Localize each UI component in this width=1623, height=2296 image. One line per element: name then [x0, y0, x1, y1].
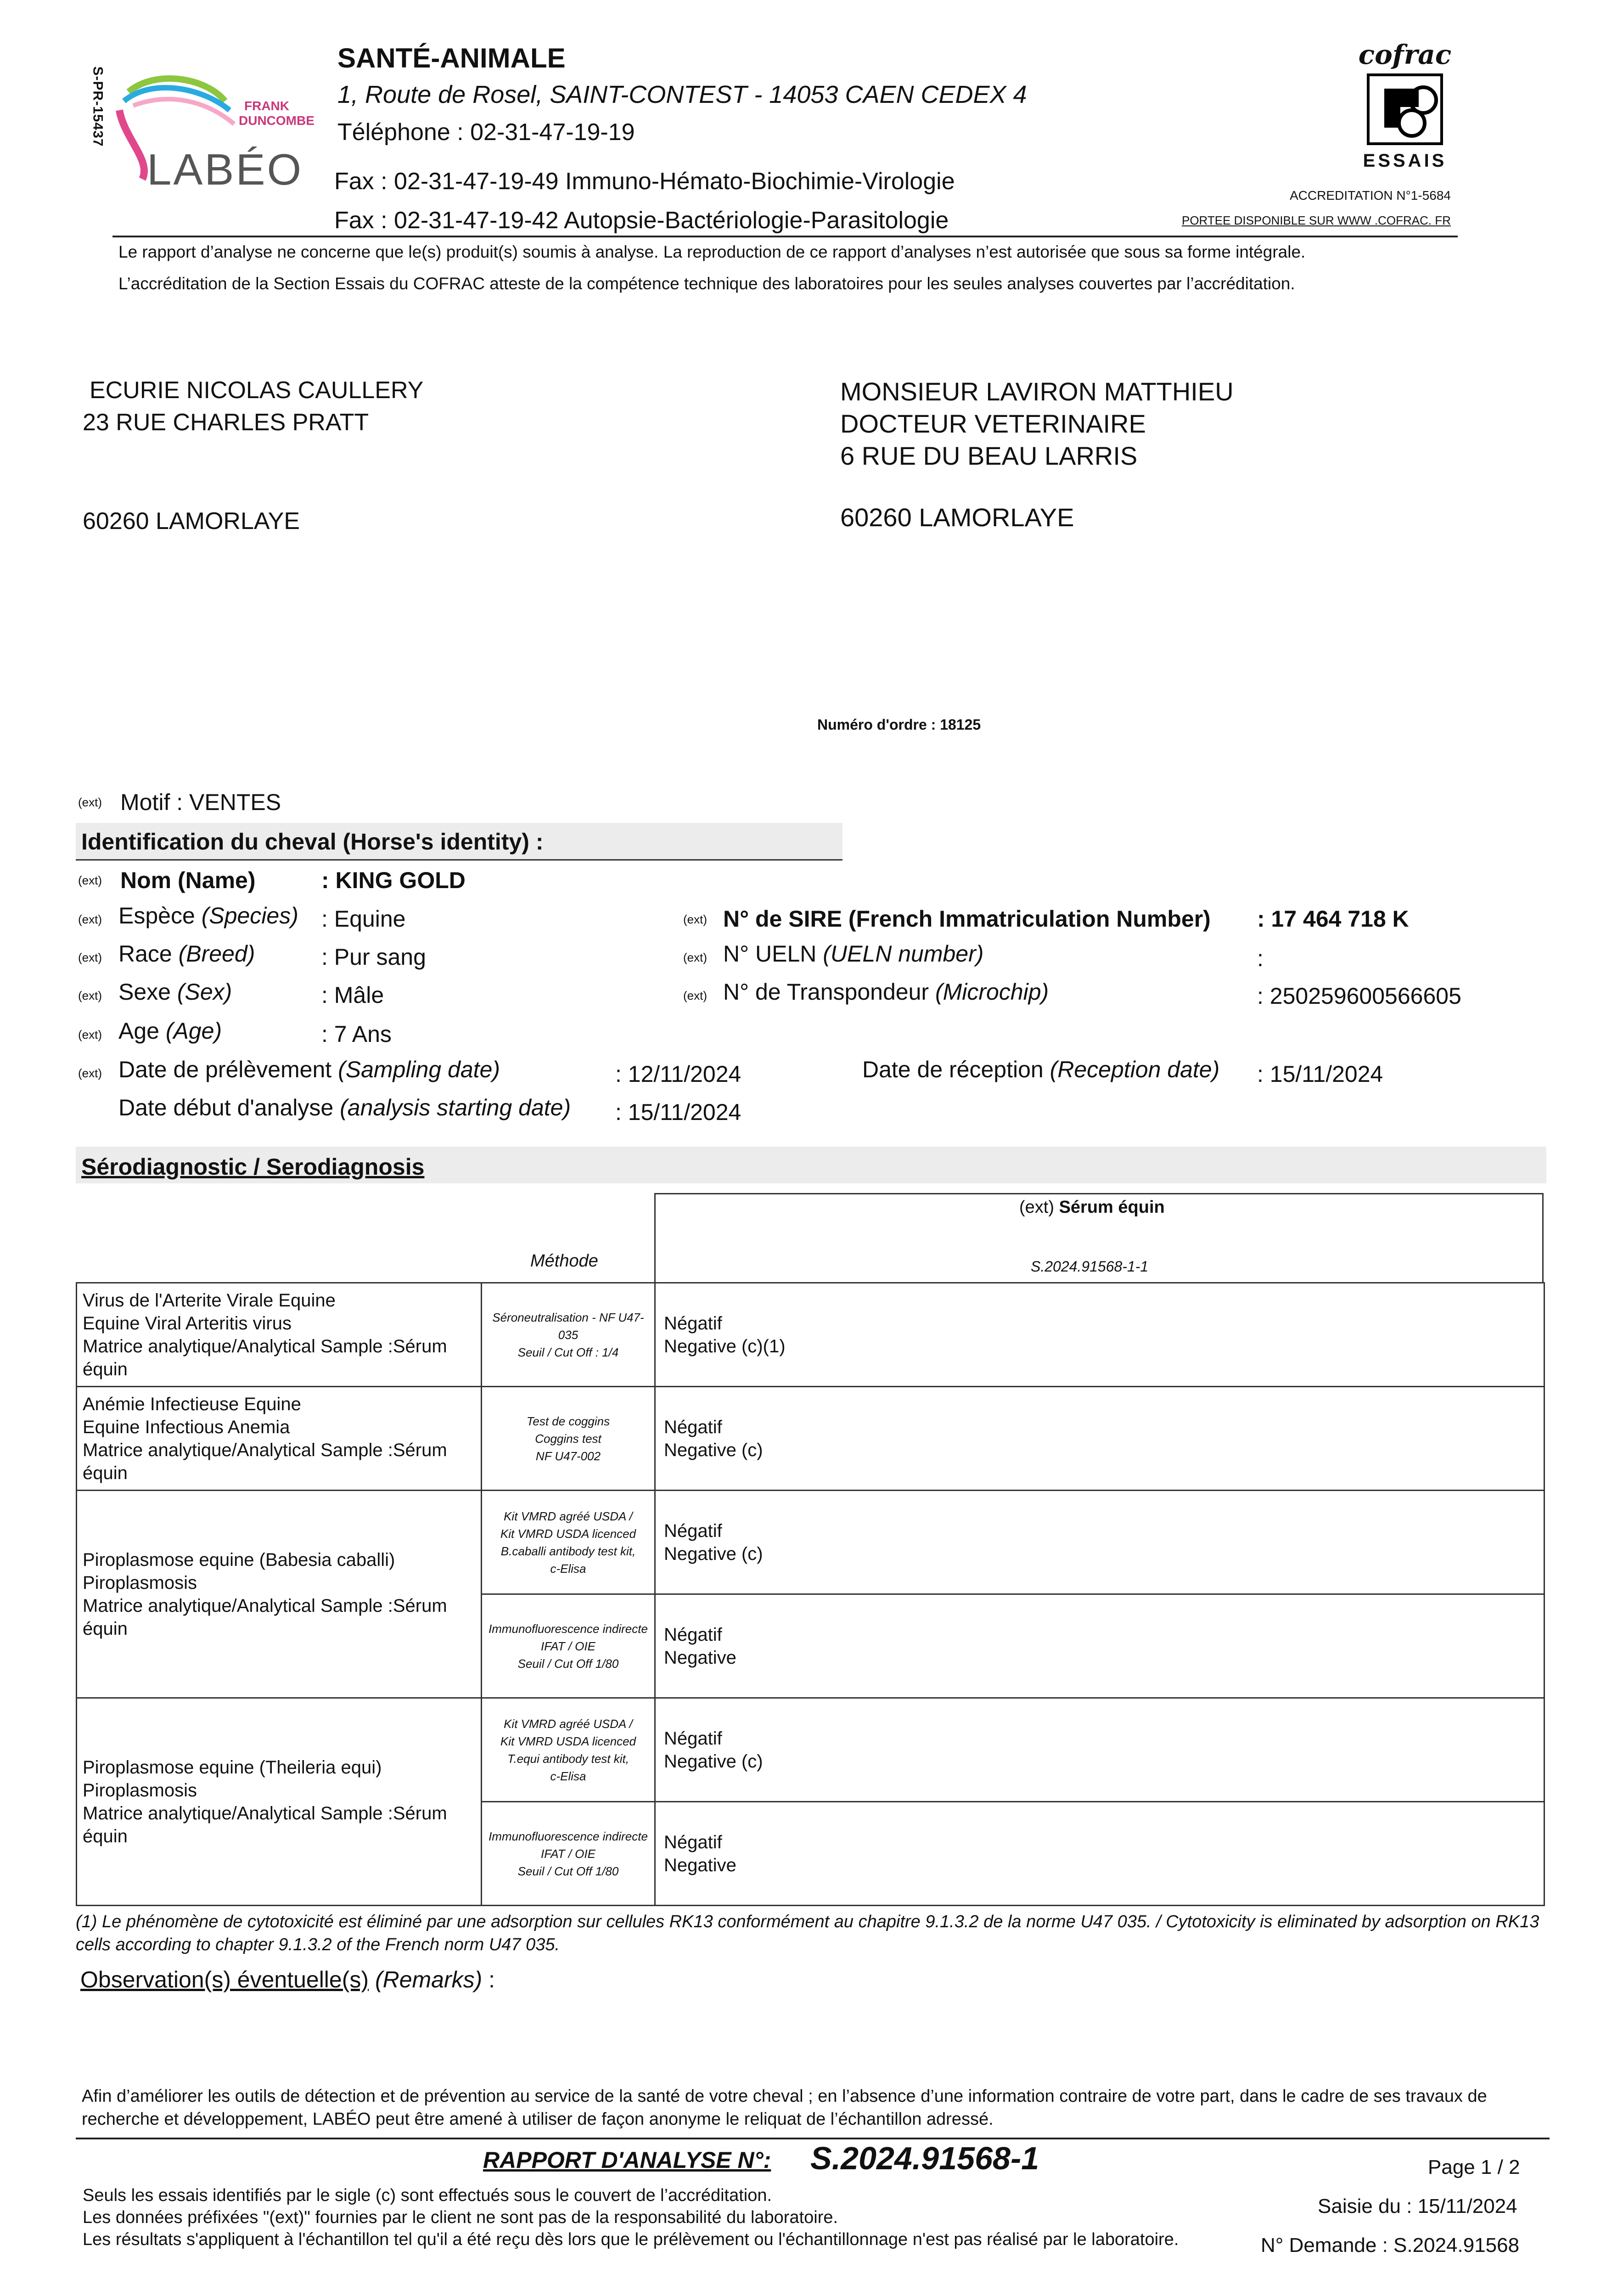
identity-title: Identification du cheval (Horse's identity) :: [76, 823, 842, 861]
result-line: Négatif: [664, 1417, 722, 1437]
footer-line-1: Seuls les essais identifiés par le sigle (c) sont effectués sous le couvert de l’accréditation.: [83, 2186, 772, 2205]
ext-tag: (ext): [78, 1028, 102, 1041]
footnote: (1) Le phénomène de cytotoxicité est éliminé par une adsorption sur cellules RK13 conformément au chapitre 9.1.3.2 de la norme U47 035. / Cytotoxicity is eliminated by adsorption on RK13 cells according to chapter 9.1.3.2 of the French norm U47 035.: [76, 1912, 1539, 1954]
sex-label-fr: Sexe: [118, 979, 171, 1005]
method-line: Kit VMRD agréé USDA /: [504, 1509, 633, 1523]
sender-city: 60260 LAMORLAYE: [83, 508, 300, 535]
method-line: Coggins test: [535, 1431, 601, 1446]
result-line: Negative: [664, 1647, 736, 1668]
method-line: T.equi antibody test kit,: [507, 1751, 629, 1766]
result-line: Négatif: [664, 1624, 722, 1645]
age-label: [118, 1018, 222, 1044]
footer-line-3: Les résultats s'appliquent à l'échantillon tel qu'il a été reçu dès lors que le prélèvement ou l'échantillonnage n'est pas réalisé par le laboratoire.: [83, 2230, 1179, 2249]
name-label: Nom (Name): [120, 867, 256, 893]
test-line: Matrice analytique/Analytical Sample :Sérum équin: [83, 1440, 447, 1483]
transponder-label: [723, 979, 1049, 1005]
method-line: IFAT / OIE: [541, 1639, 595, 1653]
recipient-street: 6 RUE DU BEAU LARRIS: [840, 441, 1138, 470]
table-row: [77, 1491, 1544, 1594]
serodiag-title-text: Sérodiagnostic / Serodiagnosis: [81, 1154, 425, 1180]
ext-tag: (ext): [683, 989, 707, 1002]
footer-line-2: Les données préfixées "(ext)" fournies par le client ne sont pas de la responsabilité du laboratoire.: [83, 2208, 838, 2227]
result-line: Négatif: [664, 1832, 722, 1852]
sample-ext-tag: (ext): [1019, 1198, 1054, 1217]
reception-label-en: (Reception date): [1050, 1057, 1220, 1082]
table-row: [77, 1387, 1544, 1491]
method-line: Séroneutralisation - NF U47-035: [492, 1310, 644, 1342]
sampling-label-fr: Date de prélèvement: [118, 1057, 332, 1082]
method-cell: [482, 1283, 655, 1387]
test-line: Virus de l'Arterite Virale Equine: [83, 1290, 336, 1311]
ueln-value: :: [1257, 945, 1264, 971]
reception-value: : 15/11/2024: [1257, 1061, 1383, 1087]
table-row: [77, 1283, 1544, 1387]
sample-header-label: Sérum équin: [1059, 1198, 1165, 1217]
start-value: : 15/11/2024: [615, 1099, 741, 1125]
ext-tag: (ext): [78, 989, 102, 1002]
cofrac-emblem-icon: [1350, 70, 1460, 148]
sampling-label: [118, 1056, 500, 1083]
species-value: : Equine: [321, 906, 406, 932]
method-line: Kit VMRD USDA licenced: [500, 1526, 636, 1541]
sampling-label-en: (Sampling date): [338, 1057, 500, 1082]
serodiag-title: [76, 1147, 1546, 1183]
remarks: [80, 1966, 495, 1993]
ueln-label: [723, 940, 983, 967]
ext-tag: (ext): [78, 1066, 102, 1080]
species-label: [118, 902, 298, 929]
transponder-label-en: (Microchip): [935, 979, 1049, 1005]
sample-id: S.2024.91568-1-1: [1031, 1258, 1149, 1275]
info-notice: Afin d’améliorer les outils de détection et de prévention au service de la santé de votre cheval ; en l’absence d’une information contraire de votre part, dans le cadre de ses travaux de recherche et développement, LABÉO peut être amené à utiliser de façon anonyme le reliquat de l’échantillon adressé.: [82, 2087, 1487, 2129]
result-cell: [655, 1594, 1544, 1698]
result-cell: [655, 1387, 1544, 1491]
logo-line1: FRANK: [244, 99, 289, 113]
page-number: Page 1 / 2: [1428, 2156, 1520, 2178]
cofrac-essais: ESSAIS: [1363, 151, 1447, 171]
ext-tag: (ext): [683, 912, 707, 926]
transponder-value: : 250259600566605: [1257, 983, 1461, 1009]
name-value: : KING GOLD: [321, 867, 466, 893]
result-cell: [655, 1283, 1544, 1387]
result-cell: [655, 1802, 1544, 1906]
document-code: S-PR-15437: [90, 66, 106, 147]
start-label: [118, 1094, 571, 1121]
method-cell: [482, 1698, 655, 1802]
demande-number: N° Demande : S.2024.91568: [1258, 2234, 1519, 2257]
disclaimer-line-2: L’accréditation de la Section Essais du COFRAC atteste de la compétence technique des laboratoires pour les seules analyses couvertes par l’accréditation.: [118, 274, 1295, 293]
motif: Motif : VENTES: [120, 789, 281, 815]
sex-value: : Mâle: [321, 982, 384, 1008]
method-line: c-Elisa: [550, 1561, 586, 1576]
result-line: Negative (c)(1): [664, 1336, 786, 1356]
test-name-cell: [77, 1698, 482, 1906]
breed-value: : Pur sang: [321, 944, 426, 970]
org-address: 1, Route de Rosel, SAINT-CONTEST - 14053 CAEN CEDEX 4: [337, 81, 1027, 108]
method-line: Immunofluorescence indirecte: [489, 1829, 648, 1843]
method-line: Test de coggins: [526, 1414, 610, 1428]
test-line: Piroplasmose equine (Theileria equi): [83, 1757, 382, 1778]
start-label-en: (analysis starting date): [340, 1095, 571, 1120]
cofrac-logo: [1350, 39, 1460, 177]
report-number: S.2024.91568-1: [810, 2140, 1039, 2176]
test-line: Matrice analytique/Analytical Sample :Sérum équin: [83, 1803, 447, 1846]
sample-header: [1019, 1198, 1165, 1217]
test-line: Anémie Infectieuse Equine: [83, 1394, 301, 1414]
result-line: Négatif: [664, 1728, 722, 1749]
method-cell: [482, 1594, 655, 1698]
test-line: Piroplasmosis: [83, 1572, 197, 1593]
test-name-cell: [77, 1387, 482, 1491]
method-line: c-Elisa: [550, 1769, 586, 1783]
order-number: Numéro d'ordre : 18125: [817, 716, 981, 733]
remarks-label-en: (Remarks): [375, 1967, 483, 1992]
species-label-en: (Species): [201, 903, 298, 929]
method-line: Seuil / Cut Off : 1/4: [517, 1345, 619, 1359]
species-label-fr: Espèce: [118, 903, 195, 929]
org-fax-1: Fax : 02-31-47-19-49 Immuno-Hémato-Biochimie-Virologie: [334, 168, 955, 195]
test-line: Equine Infectious Anemia: [83, 1417, 290, 1437]
start-label-fr: Date début d'analyse: [118, 1095, 334, 1120]
sender-street: 23 RUE CHARLES PRATT: [83, 409, 369, 436]
result-line: Negative (c): [664, 1543, 763, 1564]
ext-tag: (ext): [78, 795, 102, 809]
cofrac-title: cofrac: [1358, 39, 1452, 70]
recipient-city: 60260 LAMORLAYE: [840, 503, 1074, 532]
org-fax-2: Fax : 02-31-47-19-42 Autopsie-Bactériologie-Parasitologie: [334, 207, 949, 234]
age-value: : 7 Ans: [321, 1021, 392, 1047]
method-line: Kit VMRD USDA licenced: [500, 1734, 636, 1748]
method-line: B.caballi antibody test kit,: [500, 1544, 636, 1558]
result-line: Negative (c): [664, 1440, 763, 1460]
result-line: Negative (c): [664, 1751, 763, 1772]
method-header: Méthode: [530, 1251, 598, 1271]
reception-label-fr: Date de réception: [862, 1057, 1044, 1082]
logo-line2: DUNCOMBE: [239, 113, 314, 128]
org-telephone: Téléphone : 02-31-47-19-19: [337, 119, 635, 146]
test-line: Piroplasmose equine (Babesia caballi): [83, 1549, 395, 1570]
transponder-label-fr: N° de Transpondeur: [723, 979, 929, 1005]
logo-text: LABÉO: [147, 145, 303, 194]
test-line: Equine Viral Arteritis virus: [83, 1313, 292, 1334]
results-table: [76, 1282, 1545, 1906]
method-cell: [482, 1387, 655, 1491]
sire-label: N° de SIRE (French Immatriculation Number): [723, 906, 1211, 932]
remarks-label: Observation(s) éventuelle(s): [80, 1967, 369, 1992]
ext-tag: (ext): [78, 912, 102, 926]
method-line: NF U47-002: [535, 1449, 601, 1463]
method-line: Immunofluorescence indirecte: [489, 1621, 648, 1636]
portee-link[interactable]: PORTEE DISPONIBLE SUR WWW .COFRAC. FR: [1181, 214, 1451, 227]
logo-subtitle: [239, 99, 314, 128]
method-line: Kit VMRD agréé USDA /: [504, 1716, 633, 1731]
saisie-date: Saisie du : 15/11/2024: [1318, 2195, 1517, 2217]
report-label: RAPPORT D'ANALYSE N°:: [483, 2147, 771, 2173]
ueln-label-en: (UELN number): [823, 941, 984, 967]
breed-label-fr: Race: [118, 941, 172, 967]
table-row: [77, 1698, 1544, 1802]
breed-label: [118, 940, 255, 967]
ext-tag: (ext): [78, 873, 102, 887]
method-cell: [482, 1802, 655, 1906]
reception-label: [862, 1056, 1219, 1083]
age-label-fr: Age: [118, 1018, 159, 1044]
recipient-title: DOCTEUR VETERINAIRE: [840, 409, 1146, 438]
disclaimer-line-1: Le rapport d’analyse ne concerne que le(s) produit(s) soumis à analyse. La reproduction de ce rapport d’analyses n’est autorisée que sous sa forme intégrale.: [118, 242, 1306, 261]
sender-name: ECURIE NICOLAS CAULLERY: [90, 377, 424, 404]
method-line: IFAT / OIE: [541, 1846, 595, 1861]
accreditation-number: ACCREDITATION N°1-5684: [1290, 188, 1451, 203]
test-line: Matrice analytique/Analytical Sample :Sérum équin: [83, 1595, 447, 1639]
test-name-cell: [77, 1283, 482, 1387]
method-line: Seuil / Cut Off 1/80: [517, 1656, 619, 1671]
ueln-label-fr: N° UELN: [723, 941, 817, 967]
header-divider: [112, 236, 1458, 237]
result-cell: [655, 1491, 1544, 1594]
ext-tag: (ext): [78, 951, 102, 964]
footer-divider: [76, 2138, 1550, 2139]
recipient-name: MONSIEUR LAVIRON MATTHIEU: [840, 377, 1234, 406]
test-line: Matrice analytique/Analytical Sample :Sérum équin: [83, 1336, 447, 1379]
breed-label-en: (Breed): [178, 941, 255, 967]
sex-label-en: (Sex): [177, 979, 232, 1005]
result-line: Negative: [664, 1855, 736, 1875]
result-cell: [655, 1698, 1544, 1802]
remarks-colon: :: [489, 1967, 495, 1992]
test-line: Piroplasmosis: [83, 1780, 197, 1801]
method-line: Seuil / Cut Off 1/80: [517, 1864, 619, 1878]
result-line: Négatif: [664, 1313, 722, 1334]
org-name: SANTÉ-ANIMALE: [337, 43, 566, 73]
result-line: Négatif: [664, 1520, 722, 1541]
method-cell: [482, 1491, 655, 1594]
ext-tag: (ext): [683, 951, 707, 964]
test-name-cell: [77, 1491, 482, 1698]
sex-label: [118, 979, 232, 1005]
age-label-en: (Age): [165, 1018, 222, 1044]
sire-value: : 17 464 718 K: [1257, 906, 1409, 932]
sampling-value: : 12/11/2024: [615, 1061, 741, 1087]
